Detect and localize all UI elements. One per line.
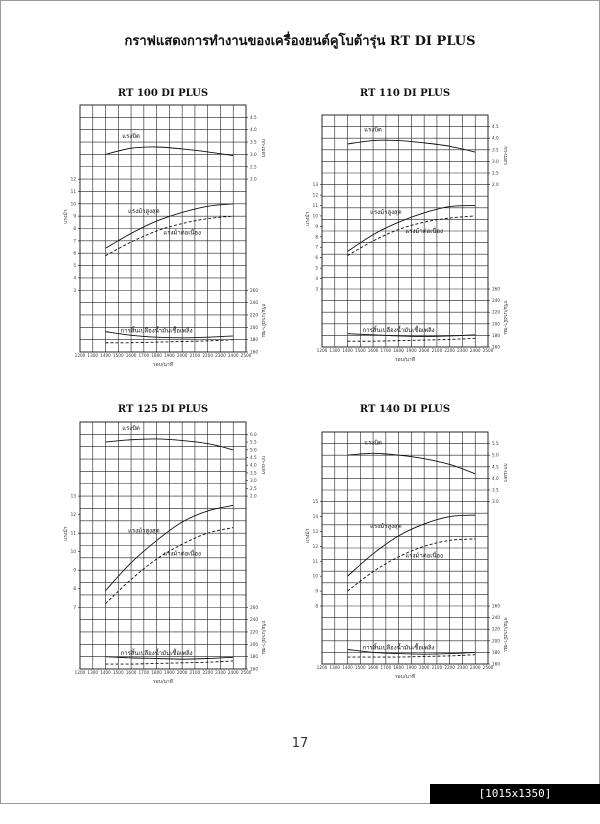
power-tick-label: 10 bbox=[70, 549, 76, 555]
fuel-tick-label: 200 bbox=[250, 641, 258, 647]
continuous-power-curve-label: แรงม้าต่อเนื่อง bbox=[163, 229, 201, 237]
x-tick-label: 1700 bbox=[380, 665, 392, 670]
fuel-tick-label: 240 bbox=[492, 615, 500, 621]
power-tick-label: 10 bbox=[312, 573, 318, 579]
fuel-tick-label: 220 bbox=[492, 309, 500, 315]
continuous-power-curve-label: แรงม้าต่อเนื่อง bbox=[163, 550, 201, 558]
page-number: 17 bbox=[291, 736, 309, 751]
fuel-axis-label: กรัม/แรงม้า-ชม. bbox=[260, 620, 266, 656]
fuel-tick-label: 180 bbox=[492, 332, 500, 338]
fuel-curve-label: การสิ้นเปลืองน้ำมันเชื้อเพลิง bbox=[120, 327, 193, 335]
chart-1 bbox=[62, 88, 267, 368]
fuel-tick-label: 240 bbox=[250, 300, 258, 306]
power-tick-label: 11 bbox=[70, 188, 76, 194]
fuel-tick-label: 160 bbox=[492, 661, 500, 667]
x-tick-label: 2000 bbox=[176, 353, 188, 358]
fuel-tick-label: 200 bbox=[492, 321, 500, 327]
x-tick-label: 2400 bbox=[227, 353, 239, 358]
fuel-tick-label: 180 bbox=[250, 654, 258, 660]
torque-tick-label: 4.0 bbox=[250, 462, 257, 468]
max-power-curve-label: แรงม้าสูงสุด bbox=[128, 527, 160, 535]
x-tick-label: 1400 bbox=[100, 670, 111, 675]
continuous-power-curve-label: แรงม้าต่อเนื่อง bbox=[405, 552, 443, 560]
x-tick-label: 2200 bbox=[444, 348, 456, 353]
x-tick-label: 1800 bbox=[393, 348, 404, 353]
power-tick-label: 13 bbox=[312, 528, 318, 534]
x-tick-label: 1700 bbox=[138, 353, 150, 358]
x-tick-label: 2200 bbox=[202, 353, 214, 358]
x-tick-label: 2000 bbox=[176, 670, 188, 675]
power-tick-label: 12 bbox=[312, 192, 318, 198]
x-tick-label: 2300 bbox=[215, 670, 226, 675]
torque-tick-label: 3.5 bbox=[492, 487, 499, 493]
torque-axis-label: กก-เมตร bbox=[260, 455, 266, 475]
power-tick-label: 8 bbox=[73, 226, 76, 231]
torque-tick-label: 4.5 bbox=[492, 464, 499, 470]
x-tick-label: 1800 bbox=[151, 353, 162, 358]
torque-tick-label: 5.5 bbox=[250, 439, 257, 445]
x-axis-label: รอบ/นาที bbox=[394, 674, 416, 680]
torque-tick-label: 2.5 bbox=[492, 170, 499, 176]
power-tick-label: 9 bbox=[73, 567, 76, 573]
torque-curve-label: แรงบิด bbox=[364, 126, 382, 134]
x-tick-label: 1900 bbox=[406, 348, 417, 353]
torque-tick-label: 2.5 bbox=[250, 164, 257, 170]
torque-tick-label: 3.0 bbox=[492, 158, 499, 164]
x-tick-label: 2100 bbox=[431, 348, 443, 353]
torque-tick-label: 4.0 bbox=[492, 135, 499, 141]
x-tick-label: 1700 bbox=[380, 348, 392, 353]
fuel-curve-label: การสิ้นเปลืองน้ำมันเชื้อเพลิง bbox=[120, 649, 193, 657]
torque-axis-label: กก-เมตร bbox=[260, 138, 266, 158]
x-tick-label: 1200 bbox=[316, 348, 328, 353]
torque-axis-label: กก-เมตร bbox=[502, 146, 508, 165]
power-tick-label: 5 bbox=[73, 263, 76, 269]
x-tick-label: 2500 bbox=[240, 353, 252, 358]
power-tick-label: 9 bbox=[73, 213, 76, 219]
chart-title: RT 100 DI PLUS bbox=[117, 88, 209, 99]
x-axis-label: รอบ/นาที bbox=[152, 679, 174, 685]
fuel-tick-label: 240 bbox=[250, 617, 258, 623]
fuel-axis-label: กรัม/แรงม้า-ชม. bbox=[502, 617, 508, 653]
x-tick-label: 2300 bbox=[457, 665, 468, 670]
fuel-tick-label: 260 bbox=[492, 603, 500, 609]
x-tick-label: 1900 bbox=[164, 670, 175, 675]
power-tick-label: 8 bbox=[315, 603, 318, 609]
torque-tick-label: 4.5 bbox=[492, 124, 499, 130]
power-tick-label: 10 bbox=[70, 201, 76, 207]
x-axis-label: รอบ/นาที bbox=[394, 357, 416, 363]
x-axis-label: รอบ/นาที bbox=[152, 362, 174, 368]
x-tick-label: 1500 bbox=[112, 353, 124, 358]
x-tick-label: 1600 bbox=[125, 353, 137, 358]
chart-title: RT 125 DI PLUS bbox=[117, 404, 209, 415]
max-power-curve-label: แรงม้าสูงสุด bbox=[370, 522, 402, 530]
fuel-tick-label: 260 bbox=[250, 604, 258, 610]
x-tick-label: 2000 bbox=[418, 665, 430, 670]
chart-2 bbox=[304, 88, 509, 363]
fuel-tick-label: 180 bbox=[250, 337, 258, 343]
x-tick-label: 1700 bbox=[138, 670, 150, 675]
x-tick-label: 1400 bbox=[100, 353, 111, 358]
torque-tick-label: 4.5 bbox=[250, 114, 257, 120]
power-tick-label: 12 bbox=[70, 512, 76, 518]
x-tick-label: 1600 bbox=[367, 665, 379, 670]
torque-curve-label: แรงบิด bbox=[122, 132, 140, 140]
power-tick-label: 4 bbox=[73, 275, 76, 281]
torque-tick-label: 2.0 bbox=[250, 493, 257, 499]
power-axis-label: แรงม้า bbox=[63, 526, 69, 541]
fuel-tick-label: 220 bbox=[250, 312, 258, 318]
power-tick-label: 11 bbox=[312, 558, 318, 564]
x-tick-label: 1600 bbox=[125, 670, 137, 675]
x-tick-label: 1300 bbox=[329, 665, 341, 670]
power-axis-label: แรงม้า bbox=[305, 528, 311, 544]
torque-tick-label: 3.0 bbox=[492, 499, 499, 505]
torque-tick-label: 2.5 bbox=[250, 485, 257, 491]
x-tick-label: 2300 bbox=[215, 353, 226, 358]
fuel-curve-label: การสิ้นเปลืองน้ำมันเชื้อเพลิง bbox=[362, 326, 435, 334]
page-title: กราฟแสดงการทำงานของเครื่องยนต์คูโบต้ารุ่น RT DI PLUS bbox=[124, 34, 476, 49]
power-axis-label: แรงม้า bbox=[305, 211, 311, 227]
x-tick-label: 1200 bbox=[316, 665, 328, 670]
x-tick-label: 1800 bbox=[151, 670, 162, 675]
fuel-tick-label: 160 bbox=[250, 666, 258, 672]
x-tick-label: 1400 bbox=[342, 348, 353, 353]
power-tick-label: 11 bbox=[312, 202, 318, 208]
x-tick-label: 2400 bbox=[227, 670, 239, 675]
power-tick-label: 8 bbox=[73, 586, 76, 592]
x-tick-label: 1300 bbox=[87, 353, 99, 358]
fuel-tick-label: 260 bbox=[250, 287, 258, 293]
torque-tick-label: 3.0 bbox=[250, 478, 257, 484]
power-tick-label: 8 bbox=[315, 234, 318, 240]
torque-axis-label: กก-เมตร bbox=[502, 463, 508, 482]
x-tick-label: 2200 bbox=[444, 665, 456, 670]
chart-3 bbox=[62, 404, 267, 685]
power-tick-label: 9 bbox=[315, 588, 318, 594]
x-tick-label: 2000 bbox=[418, 348, 430, 353]
x-tick-label: 1200 bbox=[74, 353, 86, 358]
torque-tick-label: 5.0 bbox=[250, 447, 257, 453]
torque-tick-label: 3.5 bbox=[250, 470, 257, 476]
x-tick-label: 2200 bbox=[202, 670, 214, 675]
torque-curve-label: แรงบิด bbox=[364, 439, 382, 447]
torque-tick-label: 2.0 bbox=[250, 176, 257, 182]
power-tick-label: 9 bbox=[315, 223, 318, 229]
x-tick-label: 2500 bbox=[240, 670, 252, 675]
chart-title: RT 140 DI PLUS bbox=[359, 404, 451, 415]
power-axis-label: แรงม้า bbox=[63, 209, 69, 224]
x-tick-label: 1400 bbox=[342, 665, 353, 670]
x-tick-label: 2400 bbox=[469, 665, 481, 670]
power-tick-label: 10 bbox=[312, 213, 318, 219]
power-tick-label: 5 bbox=[315, 265, 318, 271]
fuel-tick-label: 220 bbox=[250, 629, 258, 635]
torque-tick-label: 3.0 bbox=[250, 151, 257, 157]
fuel-tick-label: 200 bbox=[492, 638, 500, 644]
x-tick-label: 2100 bbox=[189, 670, 201, 675]
x-tick-label: 1300 bbox=[87, 670, 99, 675]
power-tick-label: 15 bbox=[312, 499, 318, 505]
power-tick-label: 7 bbox=[315, 244, 318, 250]
x-tick-label: 1300 bbox=[329, 348, 341, 353]
torque-tick-label: 2.0 bbox=[492, 182, 499, 188]
torque-curve-label: แรงบิด bbox=[122, 424, 140, 432]
x-tick-label: 2500 bbox=[482, 665, 494, 670]
x-tick-label: 2100 bbox=[189, 353, 201, 358]
fuel-tick-label: 200 bbox=[250, 324, 258, 330]
torque-tick-label: 4.0 bbox=[250, 127, 257, 133]
torque-tick-label: 6.0 bbox=[250, 431, 257, 437]
power-tick-label: 6 bbox=[73, 250, 76, 256]
x-tick-label: 1500 bbox=[112, 670, 124, 675]
torque-tick-label: 5.0 bbox=[492, 452, 499, 458]
x-tick-label: 1900 bbox=[164, 353, 175, 358]
power-tick-label: 4 bbox=[315, 276, 318, 282]
power-tick-label: 6 bbox=[315, 255, 318, 261]
power-tick-label: 3 bbox=[73, 287, 76, 293]
continuous-power-curve-label: แรงม้าต่อเนื่อง bbox=[405, 228, 443, 236]
power-tick-label: 11 bbox=[70, 530, 76, 536]
torque-tick-label: 4.0 bbox=[492, 475, 499, 481]
power-tick-label: 13 bbox=[70, 493, 76, 499]
x-tick-label: 1600 bbox=[367, 348, 379, 353]
power-tick-label: 14 bbox=[312, 514, 318, 520]
x-tick-label: 2300 bbox=[457, 348, 468, 353]
power-tick-label: 3 bbox=[315, 286, 318, 292]
max-power-curve-label: แรงม้าสูงสุด bbox=[128, 208, 160, 216]
power-tick-label: 7 bbox=[73, 238, 76, 244]
fuel-axis-label: กรัม/แรงม้า-ชม. bbox=[502, 300, 508, 336]
fuel-tick-label: 160 bbox=[250, 349, 258, 355]
x-tick-label: 1200 bbox=[74, 670, 86, 675]
power-tick-label: 12 bbox=[70, 176, 76, 182]
x-tick-label: 2100 bbox=[431, 665, 443, 670]
max-power-curve-label: แรงม้าสูงสุด bbox=[370, 209, 402, 217]
fuel-tick-label: 220 bbox=[492, 626, 500, 632]
x-tick-label: 1500 bbox=[354, 665, 366, 670]
fuel-tick-label: 160 bbox=[492, 344, 500, 350]
fuel-tick-label: 260 bbox=[492, 286, 500, 292]
fuel-axis-label: กรัม/แรงม้า-ชม. bbox=[260, 303, 266, 339]
x-tick-label: 1900 bbox=[406, 665, 417, 670]
torque-tick-label: 4.5 bbox=[250, 455, 257, 461]
torque-tick-label: 3.5 bbox=[492, 147, 499, 153]
x-tick-label: 1500 bbox=[354, 348, 366, 353]
power-tick-label: 12 bbox=[312, 543, 318, 549]
x-tick-label: 2500 bbox=[482, 348, 494, 353]
torque-tick-label: 3.5 bbox=[250, 139, 257, 145]
fuel-tick-label: 180 bbox=[492, 649, 500, 655]
fuel-curve-label: การสิ้นเปลืองน้ำมันเชื้อเพลิง bbox=[362, 644, 435, 652]
watermark: [1015x1350] https://upic.me/ bbox=[430, 784, 600, 804]
x-tick-label: 2400 bbox=[469, 348, 481, 353]
torque-tick-label: 5.5 bbox=[492, 441, 499, 447]
chart-4 bbox=[304, 404, 509, 680]
x-tick-label: 1800 bbox=[393, 665, 404, 670]
power-tick-label: 13 bbox=[312, 182, 318, 188]
fuel-tick-label: 240 bbox=[492, 298, 500, 304]
power-tick-label: 7 bbox=[73, 604, 76, 610]
chart-title: RT 110 DI PLUS bbox=[359, 88, 451, 99]
